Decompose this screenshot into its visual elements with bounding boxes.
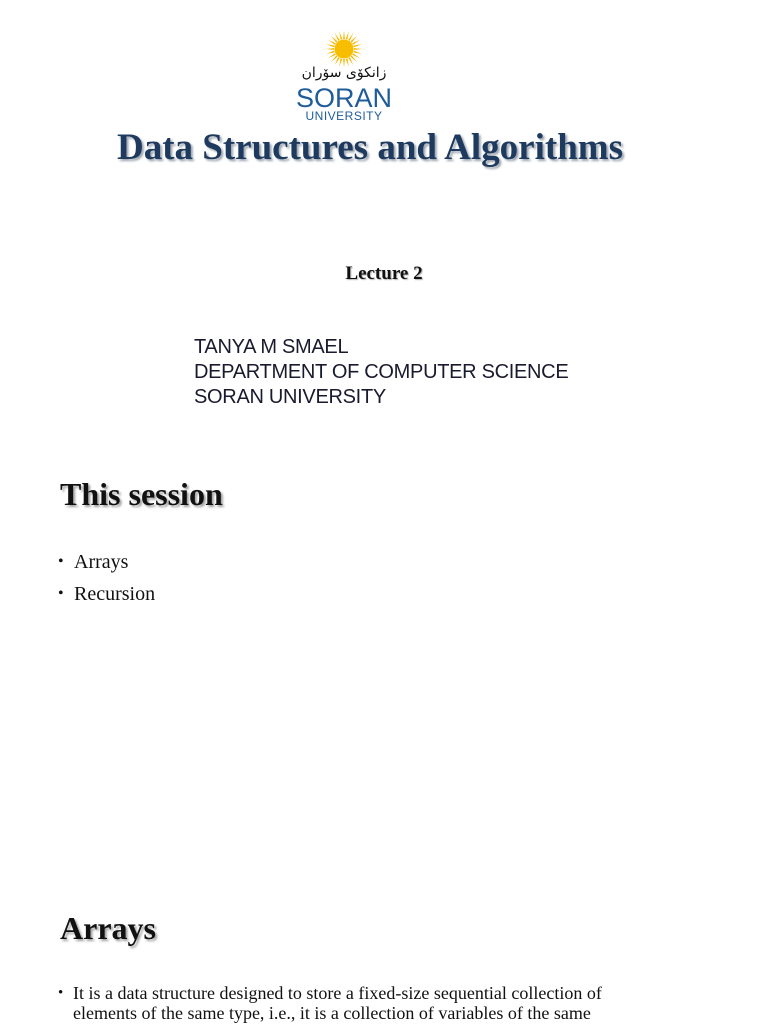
sun-icon [325, 30, 363, 68]
sun-ray [326, 48, 335, 50]
bullet-list [58, 546, 155, 610]
author-department: DEPARTMENT OF COMPUTER SCIENCE [194, 361, 569, 383]
logo-subtitle: UNIVERSITY [305, 109, 383, 123]
sun-ray [326, 51, 334, 54]
logo-wordmark: SORAN [296, 83, 393, 113]
title-slide [0, 0, 768, 440]
author-institution: SORAN UNIVERSITY [194, 386, 386, 408]
sun-ray [346, 31, 349, 39]
author-block [194, 335, 568, 410]
lecture-number: Lecture 2 [345, 263, 423, 284]
definition-line-1: • It is a data structure designed to store a fixed-size sequential collection of [73, 983, 602, 1003]
sun-ray [353, 44, 361, 47]
sun-ray [354, 48, 363, 50]
bullet-item-definition [58, 983, 743, 1023]
sun-ray [353, 51, 361, 54]
sun-ray [326, 44, 334, 47]
slide-heading: This session [60, 476, 223, 512]
soran-university-logo [296, 30, 392, 122]
sun-ray [343, 31, 345, 40]
sun-ray [339, 31, 342, 39]
definition-line-2: elements of the same type, i.e., it is a collection of variables of the same [73, 1003, 591, 1023]
slide-heading: Arrays [60, 910, 156, 946]
author-name: TANYA M SMAEL [194, 336, 349, 358]
bullet-item-arrays: • Arrays [58, 546, 155, 578]
presentation-title: Data Structures and Algorithms [116, 127, 624, 168]
logo-kurdish-text: زانكۆی سۆران [301, 65, 387, 81]
session-slide [0, 440, 768, 880]
bullet-item-recursion: • Recursion [58, 578, 155, 610]
arrays-slide [0, 880, 768, 1024]
